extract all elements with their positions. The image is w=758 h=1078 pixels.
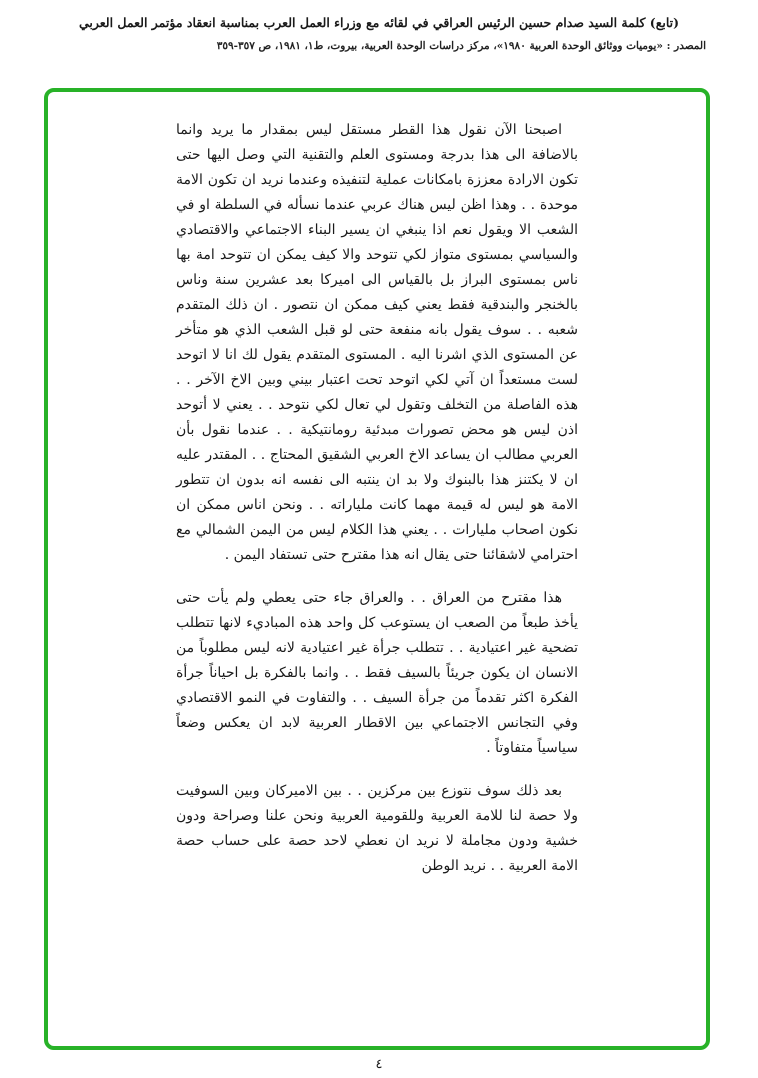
paragraph: اصبحنا الآن نقول هذا القطر مستقل ليس بمقدار ما يريد وانما بالاضافة الى هذا بدرجة ومستوى العلم والتقنية التي وصل اليها حتى تكون الارادة معززة بامكانات عملية لتنفيذه وعندما نريد ان تكون الامة موحدة . . وهذا اظن ليس هناك عربي عندما نسأله في السلطة او في الشعب الا ويقول نعم اذا ينبغي ان يسير البناء الاجتماعي والاقتصادي والسياسي بمستوى متواز لكي تتوحد والا كيف يمكن ان تتوحد امة بها ناس بمستوى البراز بل بالقياس الى اميركا بعد عشرين سنة وناس بالخنجر والبندقية فقط يعني كيف ممكن ان نتصور . ان ذلك المتقدم شعبه . . سوف يقول بانه منفعة حتى لو قبل الشعب الذي هو متأخر عن المستوى الذي اشرنا اليه . المستوى المتقدم يقول لك انا لا اتوحد لست مستعداً ان آتي لكي اتوحد تحت اعتبار بيني وبين الاخ الآخر . . هذه الفاصلة من التخلف وتقول لي تعال لكي نتوحد . . يعني لا أتوحد اذن ليس هو محض تصورات مبدئية رومانتيكية . . عندما نقول بأن العربي مطالب ان يساعد الاخ العربي الشقيق المحتاج . . المقتدر عليه ان لا يكتنز هذا بالبنوك ولا بد ان ينتبه الى نفسه انه بدون ان تتطور الامة هو ليس له قيمة مهما كانت ملياراته . . ونحن اناس ممكن ان نكون اصحاب مليارات . . يعني هذا الكلام ليس من اليمن الشمالي مع احترامي لاشقائنا حتى يقال انه هذا مقترح حتى تستفاد اليمن .: [176, 122, 578, 563]
header-source-citation: المصدر : «يوميات ووثائق الوحدة العربية ١٩٨٠»، مركز دراسات الوحدة العربية، بيروت، ط١، ١٩٨١، ص ٣٥٧-٣٥٩: [216, 40, 706, 52]
header-title: (تابع) كلمة السيد صدام حسين الرئيس العراقي في لقائه مع وزراء العمل العرب بمناسبة انعقاد مؤتمر العمل العربي: [78, 15, 680, 30]
paragraph: بعد ذلك سوف نتوزع بين مركزين . . بين الاميركان وبين السوفيت ولا حصة لنا للامة العربية وللقومية العربية ونحن علنا وصراحة ودون خشية ودون مجاملة لا نريد ان نعطي لاحد حصة على حساب حصة الامة العربية . . نريد الوطن: [176, 783, 578, 874]
page-footer: [0, 1057, 758, 1072]
page-header: [40, 14, 718, 54]
body-text-column: [176, 118, 578, 879]
paragraph: هذا مقترح من العراق . . والعراق جاء حتى يعطي ولم يأت حتى يأخذ طبعاً من الصعب ان يستوعب كل واحد هذه المباديء لانها تتطلب تضحية غير اعتيادية . . تتطلب جرأة غير اعتيادية لانه ليس مطلوباً من الانسان ان يكون جريئاً بالسيف فقط . . وانما بالفكرة بل احياناً جرأة الفكرة اكثر تقدماً من جرأة السيف . . والتفاوت في النمو الاقتصادي وفي التجانس الاجتماعي بين الاقطار العربية لابد ان يعكس وضعاً سياسياً متفاوتاً .: [176, 590, 578, 756]
green-border-frame: [44, 88, 710, 1050]
page-number: ٤: [375, 1057, 383, 1072]
